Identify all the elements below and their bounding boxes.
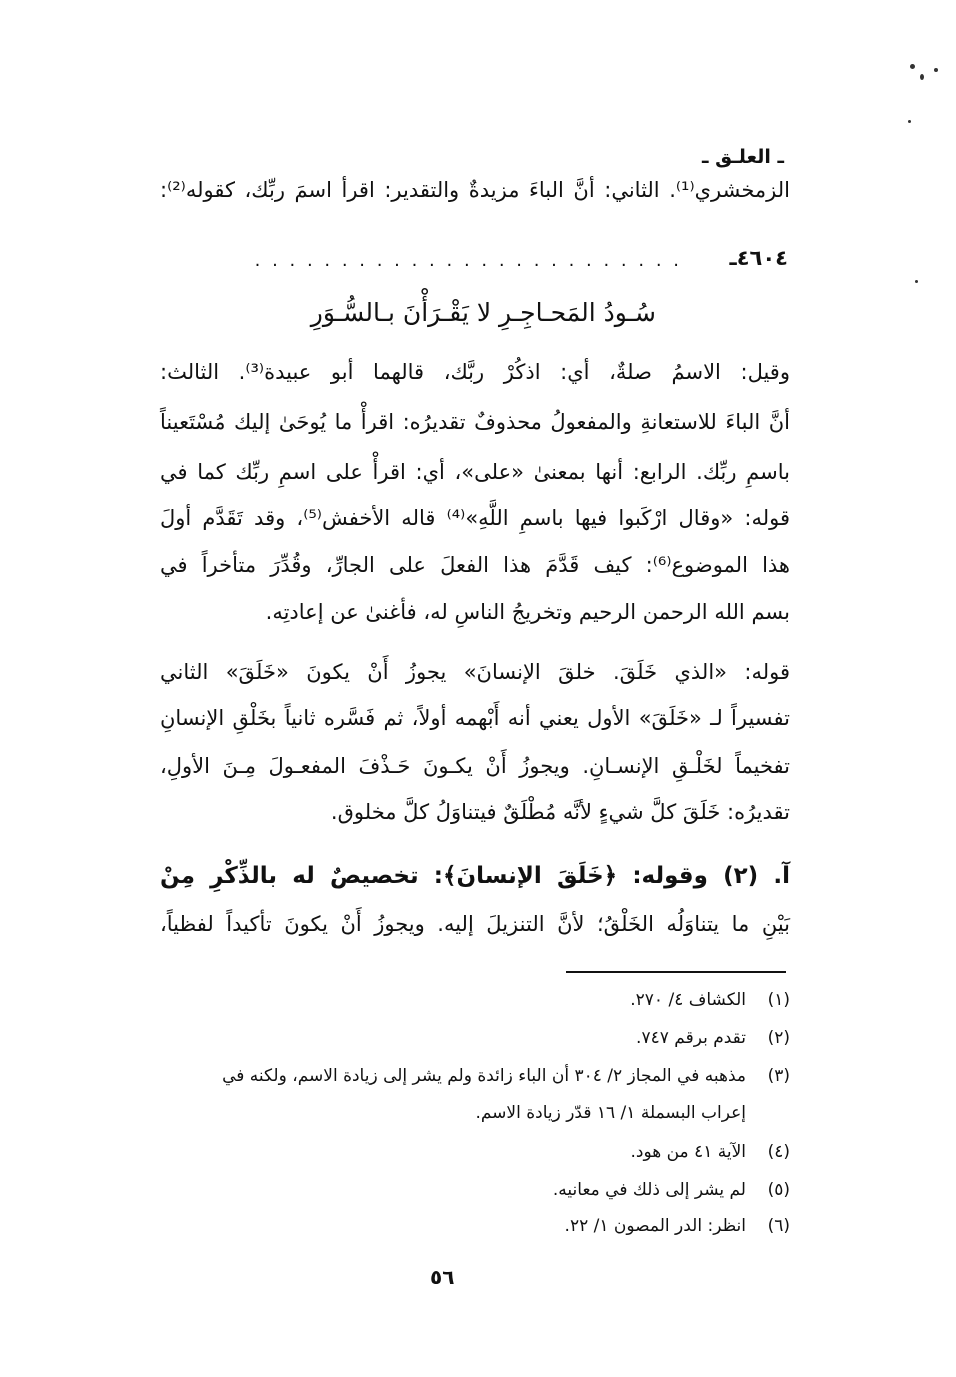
footnote-number: (٤)	[767, 1142, 790, 1162]
footnote-text: لم يشر إلى ذلك في معانيه.	[552, 1180, 746, 1200]
text-line: قوله: «وقال ارْكَبوا فيها باسمِ اللَّهِ»⁽⁴⁾ قاله الأخفش⁽⁵⁾، وقد تَقَدَّم أولَ	[160, 506, 791, 530]
footnote-text: الآية ٤١ من هود.	[630, 1142, 746, 1162]
text-line: الزمخشري⁽¹⁾. الثاني: أنَّ الباءَ مزيدةٌ والتقدير: اقرأ اسمَ ربِّك، كقوله⁽²⁾:	[160, 178, 790, 202]
footnote-text: مذهبه في المجاز ٢/ ٣٠٤ أن الباء زائدة ولم يشر إلى زيادة الاسم، ولكنه في	[222, 1066, 746, 1086]
page-number: ٥٦	[430, 1265, 455, 1289]
text-line-heading: آ. (٢) وقوله: ﴿خَلَقَ الإنسانَ﴾: تخصيصٌ له بالذِّكْرِ مِنْ	[160, 863, 790, 889]
footnote-text: تقدم برقم ٧٤٧.	[636, 1028, 746, 1048]
text-line: بسم الله الرحمن الرحيم وتخريجُ الناسِ له، فأغنىٰ عن إعادتِه.	[265, 600, 790, 624]
text-line: تفسيراً لـ «خَلَقَ» الأول يعني أنه أَبْهمه أولاً، ثم فَسَّره ثانياً بخَلْقِ الإنسانِ	[160, 706, 790, 730]
scan-speck	[920, 74, 924, 80]
footnote-number: (٦)	[767, 1216, 790, 1236]
text-line: هذا الموضوع⁽⁶⁾: كيف قَدَّمَ هذا الفعلَ على الجارِّ، وقُدِّرَ متأخراً في	[160, 553, 790, 577]
verse-number: ٤٦٠٤ـ	[729, 246, 788, 270]
scan-speck	[908, 120, 911, 123]
running-header: ـ العلـق ـ	[702, 146, 784, 168]
verse-ellipsis: . . . . . . . . . . . . . . . . . . . . . . . . .	[254, 250, 682, 271]
footnote-number: (١)	[767, 990, 790, 1010]
scan-speck	[915, 280, 918, 283]
footnote-text: انظر: الدر المصون ١/ ٢٢.	[564, 1216, 746, 1236]
footnote-text-continued: إعراب البسملة ١/ ١٦ قدّر زيادة الاسم.	[475, 1103, 746, 1123]
text-line: تفخيماً لخَلْـقِ الإنسـانِ. ويجوزُ أَنْ يكـونَ حَـذْفَ المفعـولَ مِـنَ الأولِ،	[160, 754, 790, 778]
footnote-text: الكشاف ٤/ ٢٧٠.	[630, 990, 746, 1010]
footnote-number: (٥)	[767, 1180, 790, 1200]
footnote-number: (٣)	[767, 1066, 790, 1086]
scan-speck	[934, 68, 938, 72]
poetry-verse: سُـودُ المَحـاجِـرِ لا يَقْـرَأْنَ بـالسُّـوَرِ	[310, 298, 656, 327]
text-line: باسمِ ربِّك. الرابع: أنها بمعنىٰ «على»، أي: اقرأْ على اسمِ ربِّك كما في	[160, 460, 790, 484]
footnote-separator	[566, 971, 786, 973]
text-line: وقيل: الاسمُ صلةٌ، أي: اذكُرْ ربَّك، قالهما أبو عبيدة⁽³⁾. الثالث:	[160, 360, 790, 384]
text-line: بَيْنِ ما يتناوَلُه الخَلْقُ؛ لأنَّ التنزيلَ إليه. ويجوزُ أَنْ يكونَ تأكيداً لفظياً،	[160, 912, 790, 936]
text-line: أنَّ الباءَ للاستعانةِ والمفعولُ محذوفٌ تقديرُه: اقرأْ ما يُوحَىٰ إليك مُسْتَعيناً	[160, 410, 790, 434]
text-line: تقديرُه: خَلَقَ كلَّ شيءٍ لأنَّه مُطْلَقٌ فيتناوَلُ كلَّ مخلوق.	[330, 800, 790, 824]
scan-speck	[910, 64, 915, 69]
footnote-number: (٢)	[767, 1028, 790, 1048]
text-line: قوله: «الذي خَلَقَ. خلقَ الإنسانَ» يجوزُ أَنْ يكونَ «خَلَقَ» الثاني	[160, 660, 790, 684]
